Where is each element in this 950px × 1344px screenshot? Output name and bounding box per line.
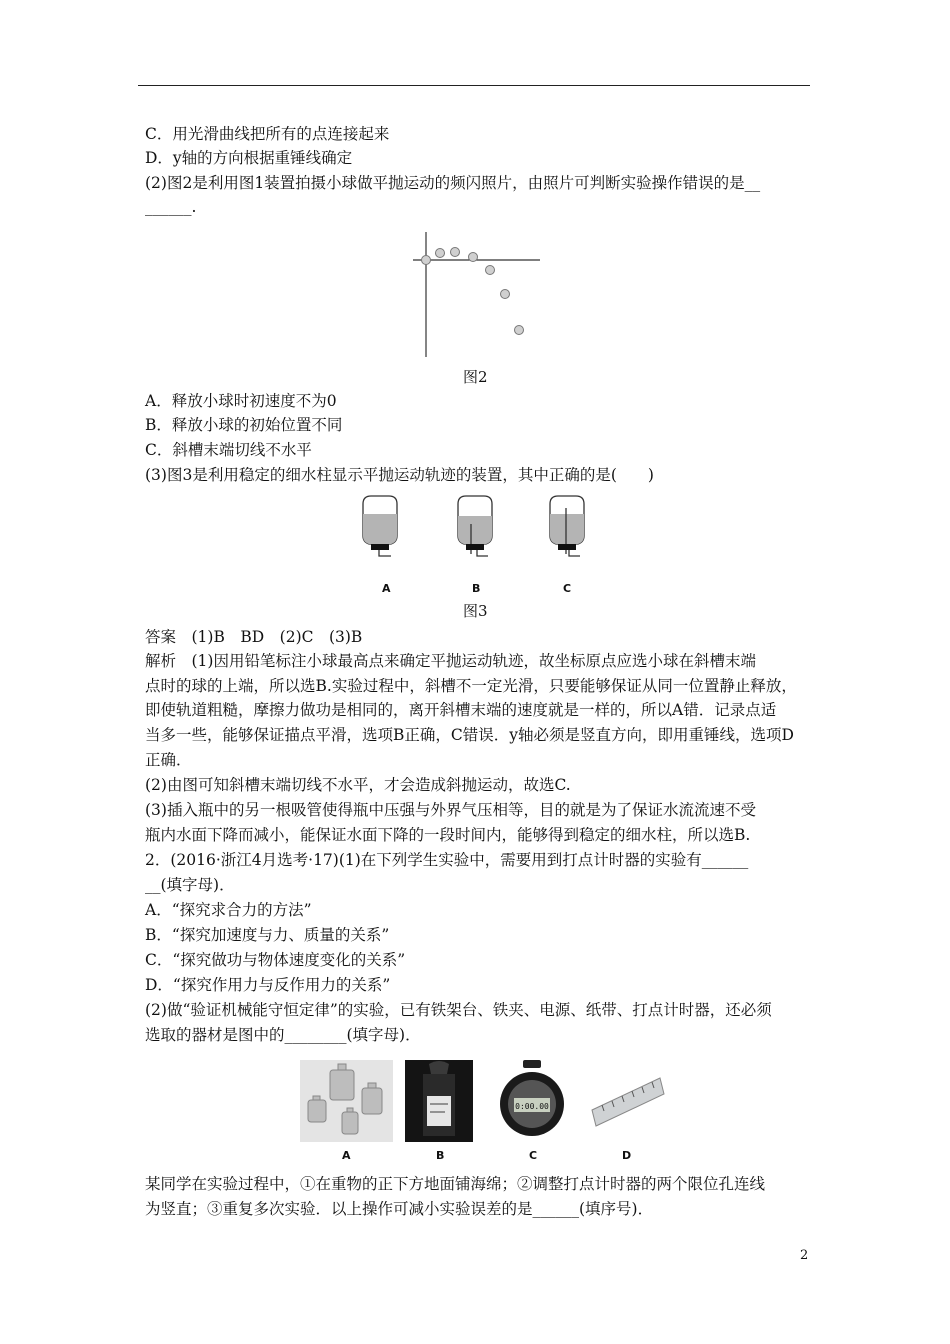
analysis-line: 解析 (1)因用铅笔标注小球最高点来确定平抛运动轨迹，故坐标原点应选小球在斜槽末端 bbox=[145, 652, 756, 670]
q2-closing-line-cont: 为竖直；③重复多次实验．以上操作可减小实验误差的是______(填序号)． bbox=[145, 1200, 654, 1218]
figure-3-label-c: C bbox=[563, 582, 572, 595]
q1-part3-stem: (3)图3是利用稳定的细水柱显示平抛运动轨迹的装置，其中正确的是( ) bbox=[145, 466, 654, 484]
figure-3-bottle-b bbox=[450, 494, 500, 564]
stopwatch-display: 0:00.00 bbox=[515, 1102, 549, 1111]
figure-3-caption: 图3 bbox=[463, 602, 488, 620]
analysis-line: 当多一些，能够保证描点平滑，选项B正确，C错误．y轴必须是竖直方向，即用重锤线，选项D bbox=[145, 726, 794, 744]
analysis-line: 点时的球的上端，所以选B.实验过程中，斜槽不一定光滑，只要能够保证从同一位置静止释放， bbox=[145, 677, 797, 695]
q2-stem: 2．(2016·浙江4月选考·17)(1)在下列学生实验中，需要用到打点计时器的实验有______ bbox=[145, 851, 749, 869]
figure-3-bottle-c bbox=[542, 494, 592, 564]
q2-closing-line: 某同学在实验过程中，①在重物的正下方地面铺海绵；②调整打点计时器的两个限位孔连线 bbox=[145, 1175, 766, 1193]
q2-part2-stem-cont: 选取的器材是图中的________(填字母)． bbox=[145, 1026, 421, 1044]
q1-part2-option-c: C．斜槽末端切线不水平 bbox=[145, 441, 312, 459]
analysis-line: 即使轨道粗糙，摩擦力做功是相同的，离开斜槽末端的速度就是一样的，所以A错．记录点适 bbox=[145, 701, 777, 719]
equipment-label-b: B bbox=[436, 1149, 445, 1162]
figure-3-bottle-a bbox=[355, 494, 405, 564]
q1-part2-option-b: B．释放小球的初始位置不同 bbox=[145, 416, 343, 434]
figure-2-strobe-photo bbox=[405, 222, 550, 362]
equipment-ruler-photo bbox=[590, 1060, 665, 1142]
page-number: 2 bbox=[800, 1248, 809, 1263]
equipment-weight-block-photo bbox=[405, 1060, 473, 1142]
q2-option-d: D．“探究作用力与反作用力的关系” bbox=[145, 976, 391, 994]
q1-option-c: C．用光滑曲线把所有的点连接起来 bbox=[145, 125, 390, 143]
analysis-line: 瓶内水面下降而减小，能保证水面下降的一段时间内，能够得到稳定的细水柱，所以选B. bbox=[145, 826, 751, 844]
equipment-label-c: C bbox=[529, 1149, 538, 1162]
equipment-label-d: D bbox=[622, 1149, 632, 1162]
header-rule bbox=[138, 85, 810, 86]
q2-option-b: B．“探究加速度与力、质量的关系” bbox=[145, 926, 390, 944]
analysis-line: (3)插入瓶中的另一根吸管使得瓶中压强与外界气压相等，目的就是为了保证水流流速不受 bbox=[145, 801, 756, 819]
q2-part2-stem: (2)做“验证机械能守恒定律”的实验，已有铁架台、铁夹、电源、纸带、打点计时器，还必须 bbox=[145, 1001, 772, 1019]
equipment-label-a: A bbox=[342, 1149, 351, 1162]
analysis-line: 正确． bbox=[145, 751, 192, 769]
equipment-weights-photo bbox=[300, 1060, 393, 1142]
q1-option-d: D．y轴的方向根据重锤线确定 bbox=[145, 149, 353, 167]
q1-part2-stem-cont: ______. bbox=[145, 198, 197, 216]
q2-stem-cont: __(填字母)． bbox=[145, 876, 235, 894]
q2-option-a: A．“探究求合力的方法” bbox=[145, 901, 312, 919]
equipment-stopwatch-photo bbox=[497, 1060, 567, 1142]
figure-3-label-b: B bbox=[472, 582, 481, 595]
figure-3-label-a: A bbox=[382, 582, 391, 595]
q1-part2-stem: (2)图2是利用图1装置拍摄小球做平抛运动的频闪照片，由照片可判断实验操作错误的是__ bbox=[145, 174, 761, 192]
q2-option-c: C．“探究做功与物体速度变化的关系” bbox=[145, 951, 406, 969]
analysis-line: (2)由图可知斜槽末端切线不水平，才会造成斜抛运动，故选C. bbox=[145, 776, 571, 794]
q1-part2-option-a: A．释放小球时初速度不为0 bbox=[145, 392, 337, 410]
figure-2-caption: 图2 bbox=[463, 368, 488, 386]
answer-line: 答案 (1)B BD (2)C (3)B bbox=[145, 628, 363, 646]
